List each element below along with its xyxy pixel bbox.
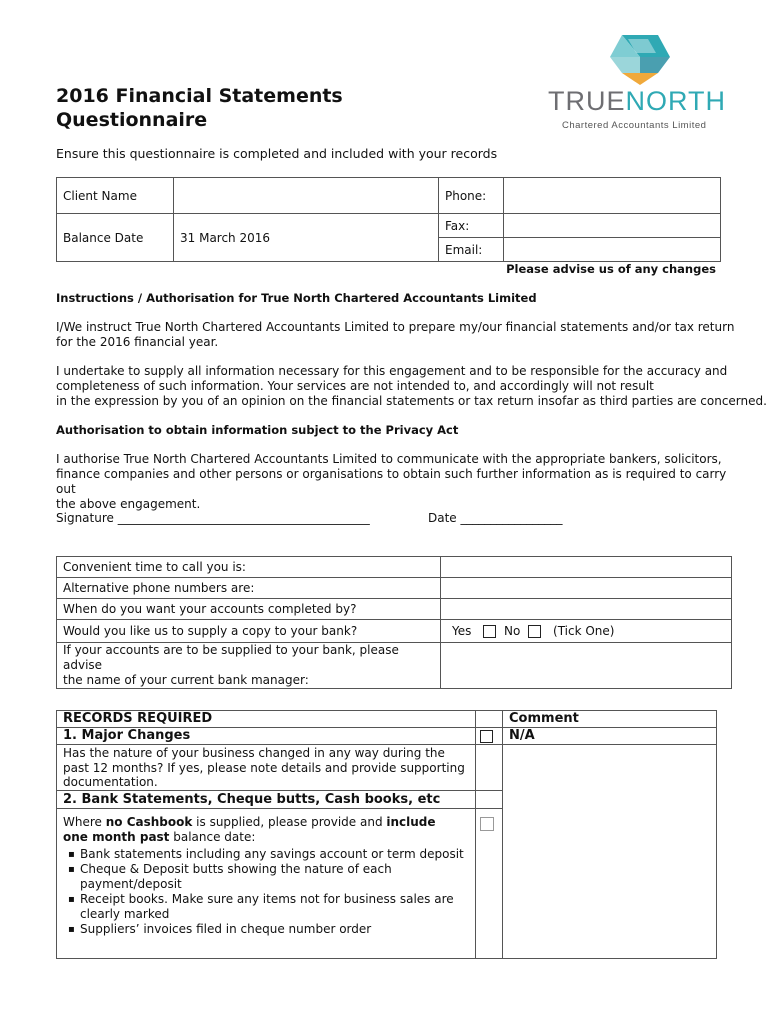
section1-title: 1. Major Changes <box>57 728 476 745</box>
client-details-table <box>56 177 721 262</box>
date-line[interactable]: _________________ <box>460 511 563 525</box>
bank-manager-label-line-1: If your accounts are to be supplied to your bank, please advise <box>63 643 399 672</box>
tick-one-label: (Tick One) <box>553 624 615 638</box>
contact-table <box>56 556 732 689</box>
instructions-para-2 <box>56 364 767 409</box>
balance-date-value[interactable]: 31 March 2016 <box>174 214 439 262</box>
list-item: ▪ Receipt books. Make sure any items not for business sales are clearly marked <box>80 892 469 922</box>
call-time-label: Convenient time to call you is: <box>57 557 441 578</box>
alt-phone-field[interactable] <box>441 578 732 599</box>
page-title <box>56 84 376 132</box>
bank-manager-field[interactable] <box>441 643 732 689</box>
section2-title: 2. Bank Statements, Cheque butts, Cash books, etc <box>57 791 476 809</box>
privacy-heading: Authorisation to obtain information subject to the Privacy Act <box>56 423 459 437</box>
section2-bullet-list <box>63 847 469 937</box>
section1-text: Has the nature of your business changed in any way during the past 12 months? If yes, please note details and provide supporting documentation. <box>57 745 476 791</box>
section2-intro-d: include one month past <box>63 815 436 844</box>
signature-row <box>56 511 370 526</box>
logo-wordmark <box>548 86 726 116</box>
section2-title-check-cell <box>476 791 503 809</box>
fax-field[interactable] <box>504 214 721 238</box>
title-line-2: Questionnaire <box>56 109 208 131</box>
section2-intro-c: is supplied, please provide and <box>192 815 387 829</box>
yes-label: Yes <box>452 624 472 638</box>
email-field[interactable] <box>504 238 721 262</box>
yes-checkbox[interactable] <box>483 625 496 638</box>
section2-checkbox[interactable] <box>480 817 494 831</box>
client-name-field[interactable] <box>174 178 439 214</box>
alt-phone-label: Alternative phone numbers are: <box>57 578 441 599</box>
email-label: Email: <box>439 238 504 262</box>
logo-word-north: NORTH <box>625 86 727 116</box>
instructions-para-2-line-1: I undertake to supply all information necessary for this engagement and to be responsible for the accuracy and <box>56 364 728 378</box>
signature-line[interactable]: __________________________________________ <box>117 511 370 525</box>
list-item: ▪ Suppliers’ invoices filed in cheque number order <box>80 922 469 937</box>
bank-copy-label: Would you like us to supply a copy to your bank? <box>57 620 441 643</box>
completed-by-label: When do you want your accounts completed by? <box>57 599 441 620</box>
privacy-para <box>56 452 746 512</box>
date-label: Date <box>428 511 457 525</box>
phone-field[interactable] <box>504 178 721 214</box>
section2-body <box>57 809 476 959</box>
section2-intro-e: balance date: <box>169 830 256 844</box>
instructions-para-2-line-2: completeness of such information. Your services are not intended to, and accordingly will not result <box>56 379 654 393</box>
records-table <box>56 710 717 959</box>
section2-intro-a: Where <box>63 815 106 829</box>
comment-field[interactable] <box>503 745 717 959</box>
privacy-para-line-3: the above engagement. <box>56 497 201 511</box>
comment-label: Comment <box>503 711 717 728</box>
no-label: No <box>504 624 521 638</box>
bank-copy-options <box>441 620 732 643</box>
instructions-heading: Instructions / Authorisation for True North Chartered Accountants Limited <box>56 291 537 305</box>
section2-intro <box>63 815 469 845</box>
bank-manager-label <box>57 643 441 689</box>
list-item: ▪ Cheque & Deposit butts showing the nature of each payment/deposit <box>80 862 469 892</box>
section2-checkbox-cell <box>476 809 503 959</box>
list-item: ▪ Bank statements including any savings account or term deposit <box>80 847 469 862</box>
phone-label: Phone: <box>439 178 504 214</box>
records-heading: RECORDS REQUIRED <box>57 711 476 728</box>
section2-intro-b: no Cashbook <box>105 815 193 829</box>
title-line-1: 2016 Financial Statements <box>56 85 343 107</box>
signature-label: Signature <box>56 511 114 525</box>
completed-by-field[interactable] <box>441 599 732 620</box>
instructions-para-1: I/We instruct True North Chartered Accountants Limited to prepare my/our financial statements and/or tax return for the 2016 financial year. <box>56 320 735 349</box>
client-name-label: Client Name <box>57 178 174 214</box>
privacy-para-line-1: I authorise True North Chartered Accountants Limited to communicate with the appropriate bankers, solicitors, <box>56 452 722 466</box>
fax-label: Fax: <box>439 214 504 238</box>
call-time-field[interactable] <box>441 557 732 578</box>
instructions-para-2-line-3: in the expression by you of an opinion on the financial statements or tax return insofar as third parties are concerned. <box>56 394 767 408</box>
no-checkbox[interactable] <box>528 625 541 638</box>
balance-date-label: Balance Date <box>57 214 174 262</box>
section1-check-cell <box>476 745 503 791</box>
logo-word-true: TRUE <box>548 86 626 116</box>
section1-na-checkbox[interactable] <box>480 730 493 743</box>
intro-text: Ensure this questionnaire is completed and included with your records <box>56 146 498 161</box>
date-row <box>428 511 563 526</box>
bank-manager-label-line-2: the name of your current bank manager: <box>63 673 309 687</box>
true-north-logo-icon <box>608 33 672 85</box>
section1-na-checkbox-cell <box>476 728 503 745</box>
na-label: N/A <box>503 728 717 745</box>
advise-note: Please advise us of any changes <box>506 262 716 276</box>
privacy-para-line-2: finance companies and other persons or organisations to obtain such further information as is required to carry out <box>56 467 727 496</box>
records-heading-check-cell <box>476 711 503 728</box>
logo-subtitle: Chartered Accountants Limited <box>562 120 707 131</box>
